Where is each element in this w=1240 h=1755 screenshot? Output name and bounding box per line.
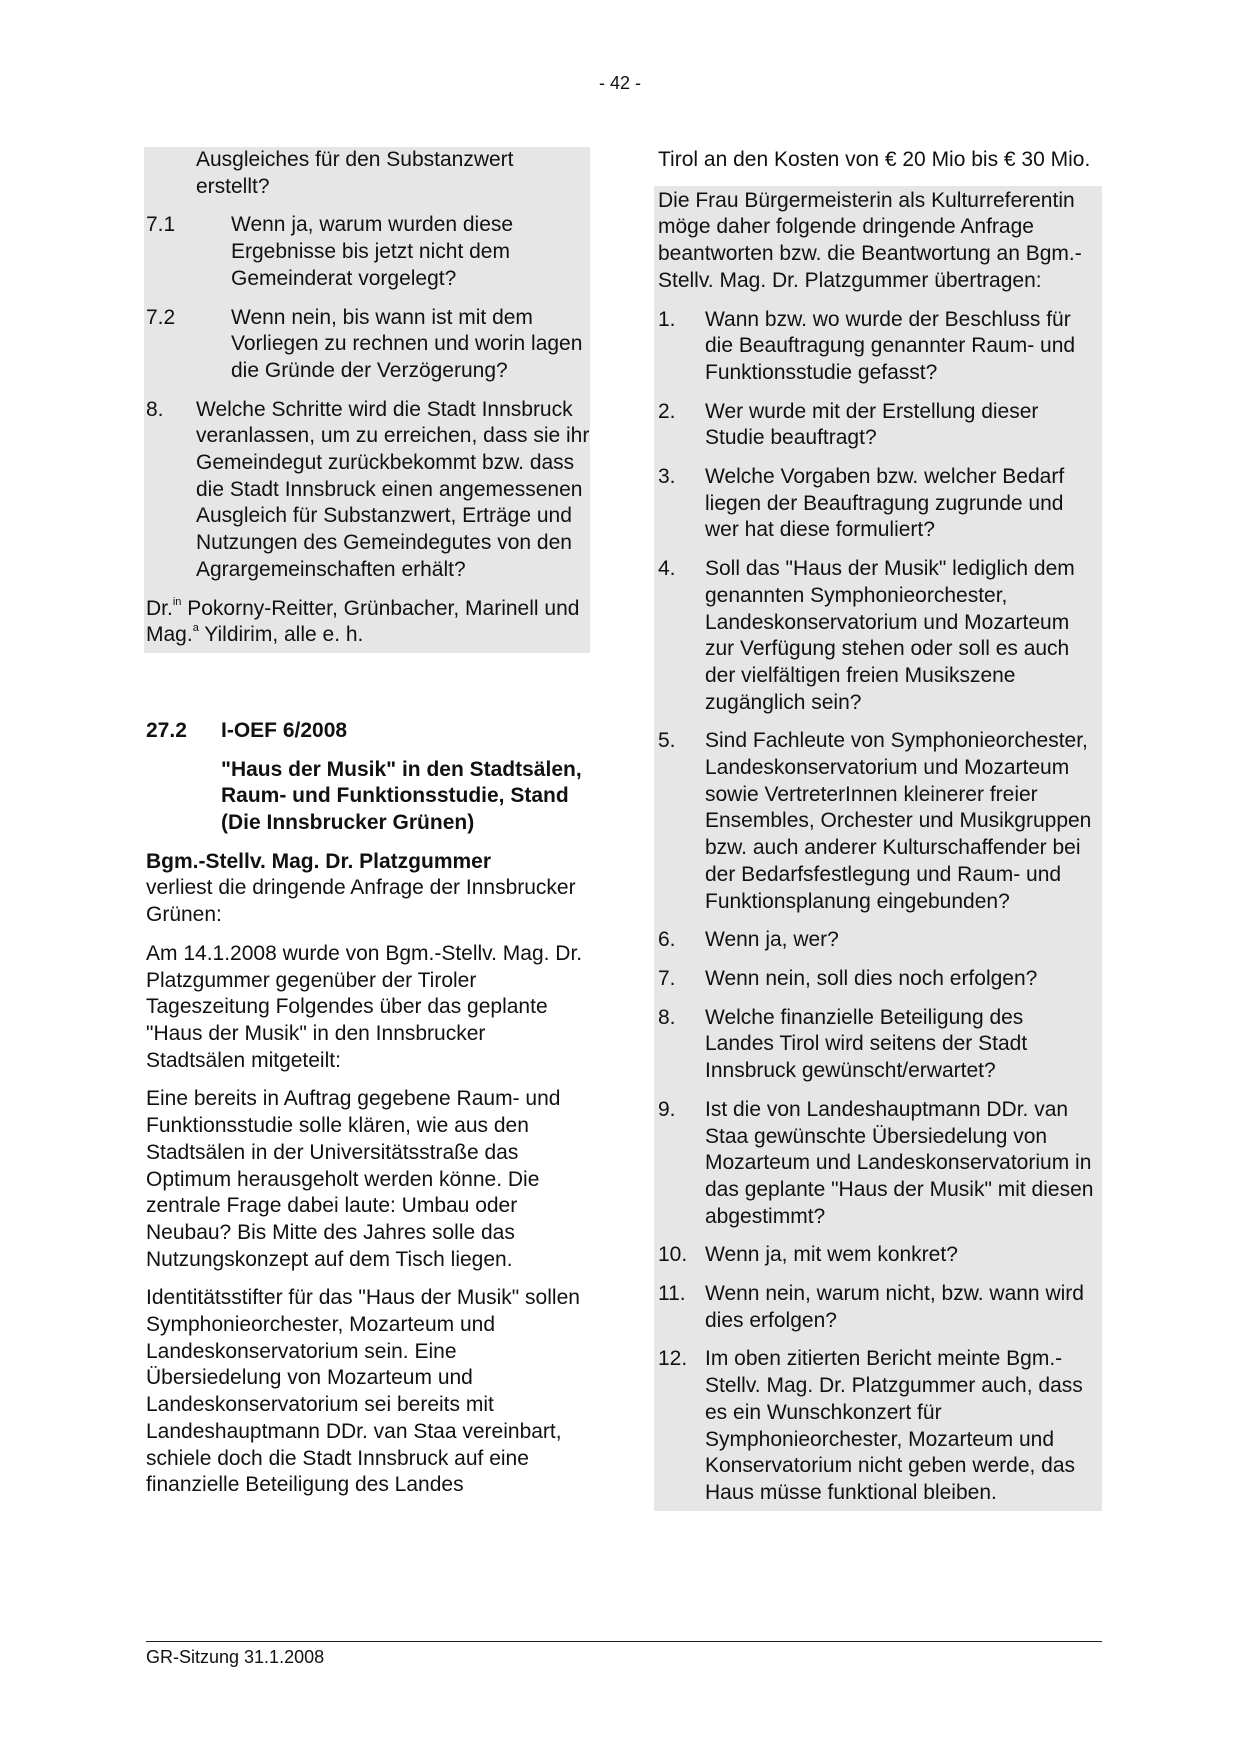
question-item (658, 1242, 1098, 1269)
question-text: Wenn ja, warum wurden diese Ergebnisse bis jetzt nicht dem Gemeinderat vorgelegt? (231, 213, 514, 290)
agenda-number: 27.2 (146, 718, 187, 742)
question-text: Wenn ja, wer? (705, 928, 839, 952)
question-item (658, 966, 1098, 993)
continued-text: Tirol an den Kosten von € 20 Mio bis € 30 Mio. (658, 148, 1091, 171)
continued-text: Ausgleiches für den Substanzwert erstellt? (196, 148, 514, 198)
question-item (146, 397, 590, 584)
speaker-text: verliest die dringende Anfrage der Innsbrucker Grünen: (146, 876, 576, 927)
question-text: Wann bzw. wo wurde der Beschluss für die Beauftragung genannter Raum- und Funktionsstudie gefasst? (705, 307, 1076, 384)
agenda-title: "Haus der Musik" in den Stadtsälen, Raum- und Funktionsstudie, Stand (Die Innsbrucker Grünen) (221, 757, 582, 835)
signer-names-end: Yildirim, alle e. h. (198, 623, 364, 647)
right-column (658, 147, 1102, 1511)
question-number: 11. (658, 1282, 686, 1306)
footer-divider (146, 1641, 1102, 1642)
question-text: Wenn nein, bis wann ist mit dem Vorliegen zu rechnen und worin lagen die Gründe der Verzögerung? (231, 305, 583, 382)
signer-title-sup: in (172, 595, 182, 608)
left-column (146, 147, 590, 1499)
body-paragraph: Am 14.1.2008 wurde von Bgm.-Stellv. Mag. Dr. Platzgummer gegenüber der Tiroler Tageszeitung Folgendes über das geplante "Haus der Musik" in den Innsbrucker Stadtsälen mitgeteilt: (146, 941, 583, 1072)
question-list (658, 307, 1098, 1507)
question-text: Welche finanzielle Beteiligung des Landes Tirol wird seitens der Stadt Innsbruck gewünscht/erwartet? (705, 1005, 1028, 1083)
question-number: 7.1 (146, 213, 176, 237)
question-item (146, 305, 590, 385)
question-number: 1. (658, 307, 676, 331)
question-text: Wenn nein, warum nicht, bzw. wann wird dies erfolgen? (705, 1282, 1084, 1332)
inquiry-intro: Die Frau Bürgermeisterin als Kulturreferentin möge daher folgende dringende Anfrage beantworten bzw. die Beantwortung an Bgm.-Stellv. Mag. Dr. Platzgummer übertragen: (658, 188, 1082, 292)
signer-names: Pokorny-Reitter, Grünbacher, Marinell und Mag. (146, 596, 580, 647)
question-number: 8. (146, 397, 164, 421)
body-paragraph: Identitätsstifter für das "Haus der Musik" sollen Symphonieorchester, Mozarteum und Landeskonservatorium sein. Eine Übersiedelung von Mozarteum und Landeskonservatorium sei bereits mit Landeshauptmann DDr. van Staa vereinbart, schiele doch die Stadt Innsbruck auf eine finanzielle Beteiligung des Landes (146, 1286, 580, 1497)
inquiry-questions (654, 186, 1102, 1511)
question-number: 6. (658, 928, 676, 952)
question-text: Welche Vorgaben bzw. welcher Bedarf liegen der Beauftragung zugrunde und wer hat diese formuliert? (705, 465, 1065, 542)
question-item (658, 1346, 1098, 1506)
question-number: 8. (658, 1005, 676, 1029)
question-number: 3. (658, 465, 676, 489)
question-item (658, 1097, 1098, 1231)
question-item (658, 556, 1098, 716)
speaker-name: Bgm.-Stellv. Mag. Dr. Platzgummer (146, 849, 492, 873)
question-number: 5. (658, 729, 676, 753)
question-item (658, 464, 1098, 544)
question-item (658, 728, 1098, 915)
question-number: 7.2 (146, 305, 176, 329)
question-item (146, 212, 590, 292)
speaker-paragraph (146, 849, 590, 929)
question-item (658, 1005, 1098, 1085)
question-number: 12. (658, 1347, 688, 1371)
question-item (658, 307, 1098, 387)
page-number: - 42 - (598, 73, 641, 93)
question-number: 4. (658, 557, 676, 581)
question-text: Sind Fachleute von Symphonieorchester, Landeskonservatorium und Mozarteum sowie VertreterInnen kleinerer freier Ensembles, Orchester und Musikgruppen bzw. auch anderer Kulturschaffender bei der Bedarfsfestlegung und Raum- und Funktionsplanung eingebunden? (705, 729, 1092, 913)
question-item (658, 927, 1098, 954)
question-text: Welche Schritte wird die Stadt Innsbruck veranlassen, um zu erreichen, dass sie ihr Gemeindegut zurückbekommt bzw. dass die Stadt Innsbruck einen angemessenen Ausgleich für Substanzwert, Erträge und Nutzungen des Gemeindegutes von den Agrargemeinschaften erhält? (196, 397, 590, 581)
question-text: Im oben zitierten Bericht meinte Bgm.-Stellv. Mag. Dr. Platzgummer auch, dass es ein Wunschkonzert für Symphonieorchester, Mozarteum und Konservatorium nicht geben werde, das Haus müsse funktional bleiben. (705, 1347, 1083, 1504)
agenda-code: I-OEF 6/2008 (221, 718, 348, 742)
question-item (658, 1281, 1098, 1334)
question-item (658, 399, 1098, 452)
question-number: 7. (658, 966, 676, 990)
quoted-inquiry-end (144, 147, 590, 653)
signers (146, 596, 590, 649)
footer-session-date: GR-Sitzung 31.1.2008 (146, 1647, 325, 1667)
agenda-heading (146, 718, 590, 745)
question-number: 10. (658, 1243, 688, 1267)
question-text: Wenn ja, mit wem konkret? (705, 1243, 958, 1267)
question-number: 2. (658, 399, 676, 423)
question-text: Wenn nein, soll dies noch erfolgen? (705, 966, 1038, 990)
question-text: Soll das "Haus der Musik" lediglich dem genannten Symphonieorchester, Landeskonservatorium und Mozarteum zur Verfügung stehen oder soll es auch der vielfältigen freien Musikszene zugänglich sein? (705, 557, 1075, 714)
body-paragraph: Eine bereits in Auftrag gegebene Raum- und Funktionsstudie solle klären, wie aus den Stadtsälen in der Universitätsstraße das Optimum herausgeholt werden könne. Die zentrale Frage dabei laute: Umbau oder Neubau? Bis Mitte des Jahres solle das Nutzungskonzept auf dem Tisch liegen. (146, 1087, 561, 1271)
question-number: 9. (658, 1097, 676, 1121)
signer-mag-sup: a (192, 622, 199, 635)
signer-title: Dr. (146, 596, 173, 620)
question-text: Ist die von Landeshauptmann DDr. van Staa gewünschte Übersiedelung von Mozarteum und Landeskonservatorium in das geplante "Haus der Musik" mit diesen abgestimmt? (705, 1097, 1094, 1228)
question-text: Wer wurde mit der Erstellung dieser Studie beauftragt? (705, 399, 1039, 450)
